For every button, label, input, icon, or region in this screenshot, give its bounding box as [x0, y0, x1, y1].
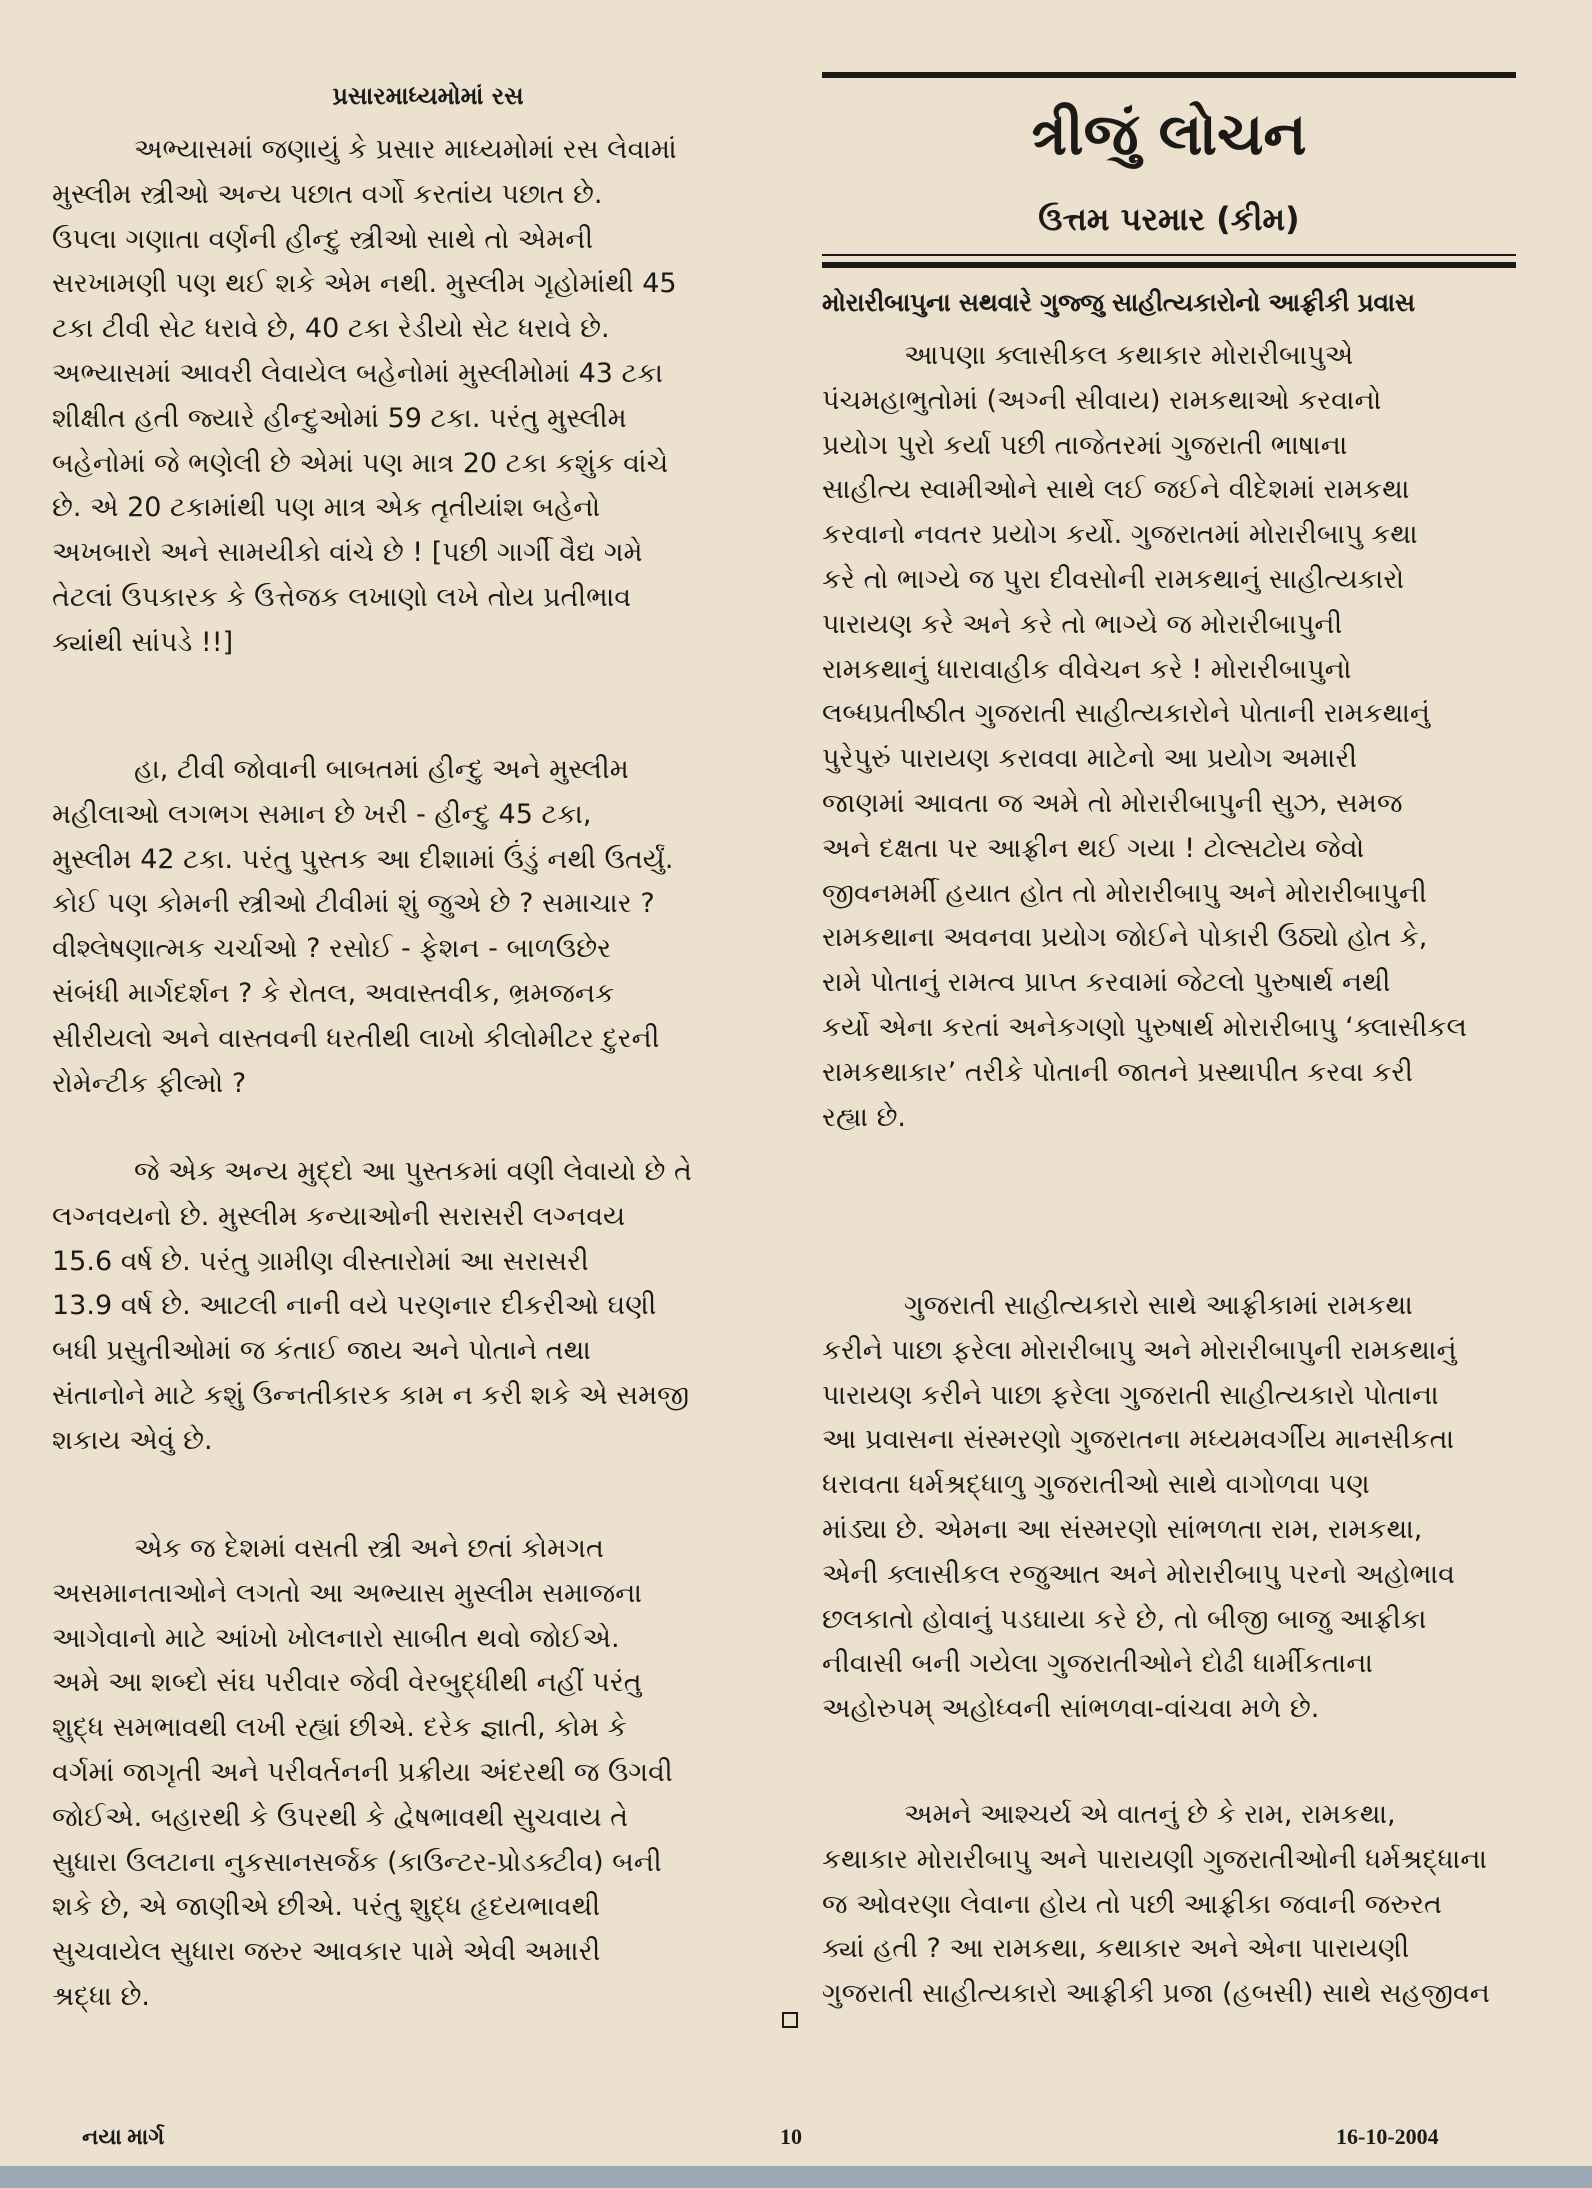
end-of-article-icon — [782, 2012, 798, 2028]
issue-date: 16-10-2004 — [1336, 2124, 1439, 2149]
article-title: મોરારીબાપુના સથવારે ગુજ્જુ સાહીત્યકારોનો આફ્રીકી પ્રવાસ — [822, 288, 1415, 317]
right-paragraph-1: આપણા ક્લાસીકલ કથાકાર મોરારીબાપુએ પંચમહાભુતોમાં (અગ્ની સીવાય) રામકથાઓ કરવાનો પ્રયોગ પુરો કર્યા પછી તાજેતરમાં ગુજરાતી ભાષાના સાહીત્ય સ્વામીઓને સાથે લઈ જઈને વીદેશમાં રામકથા કરવાનો નવતર પ્રયોગ કર્યો. ગુજરાતમાં મોરારીબાપુ કથા કરે તો ભાગ્યે જ પુરા દીવસોની રામકથાનું સાહીત્યકારો પારાયણ કરે અને કરે તો ભાગ્યે જ મોરારીબાપુની રામકથાનું ધારાવાહીક વીવેચન કરે ! મોરારીબાપુનો લબ્ધપ્રતીષ્ઠીત ગુજરાતી સાહીત્યકારોને પોતાની રામકથાનું પુરેપુરું પારાયણ કરાવવા માટેનો આ પ્રયોગ અમારી જાણમાં આવતા જ અમે તો મોરારીબાપુની સુઝ, સમજ અને દક્ષતા પર આફ્રીન થઈ ગયા ! ટોલ્સટોય જેવો જીવનમર્મી હયાત હોત તો મોરારીબાપુ અને મોરારીબાપુની રામકથાના અવનવા પ્રયોગ જોઈને પોકારી ઉઠ્યો હોત કે, રામે પોતાનું રામત્વ પ્રાપ્ત કરવામાં જેટલો પુરુષાર્થ નથી કર્યો એના કરતાં અનેકગણો પુરુષાર્થ મોરારીબાપુ ‘ક્લાસીકલ રામકથાકાર’ તરીકે પોતાની જાતને પ્રસ્થાપીત કરવા કરી રહ્યા છે. — [822, 340, 1467, 1133]
right-paragraph-2: ગુજરાતી સાહીત્યકારો સાથે આફ્રીકામાં રામકથા કરીને પાછા ફરેલા મોરારીબાપુ અને મોરારીબાપુની રામકથાનું પારાયણ કરીને પાછા ફરેલા ગુજરાતી સાહીત્યકારો પોતાના આ પ્રવાસના સંસ્મરણો ગુજરાતના મધ્યમવર્ગીય માનસીકતા ધરાવતા ધર્મશ્રદ્ધાળુ ગુજરાતીઓ સાથે વાગોળવા પણ માંડ્યા છે. એમના આ સંસ્મરણો સાંભળતા રામ, રામકથા, એની ક્લાસીકલ રજુઆત અને મોરારીબાપુ પરનો અહોભાવ છલકાતો હોવાનું પડઘાયા કરે છે, તો બીજી બાજુ આફ્રીકા નીવાસી બની ગયેલા ગુજરાતીઓને દોઢી ધાર્મીકતાના અહોરુપમ્ અહોધ્વની સાંભળવા-વાંચવા મળે છે. — [822, 1290, 1457, 1725]
left-paragraph-3: જે એક અન્ય મુદ્દો આ પુસ્તકમાં વણી લેવાયો છે તે લગ્નવયનો છે. મુસ્લીમ કન્યાઓની સરાસરી લગ્નવય 15.6 વર્ષ છે. પરંતુ ગ્રામીણ વીસ્તારોમાં આ સરાસરી 13.9 વર્ષ છે. આટલી નાની વયે પરણનાર દીકરીઓ ઘણી બધી પ્રસુતીઓમાં જ કંતાઈ જાય અને પોતાને તથા સંતાનોને માટે કશું ઉન્નતીકારક કામ ન કરી શકે એ સમજી શકાય એવું છે. — [52, 1156, 692, 1456]
section-heading: પ્રસારમાધ્યમોમાં રસ — [332, 82, 524, 110]
publication-name: નયા માર્ગ — [82, 2124, 165, 2149]
thick-rule — [822, 262, 1516, 268]
right-paragraph-3: અમને આશ્ચર્ય એ વાતનું છે કે રામ, રામકથા, કથાકાર મોરારીબાપુ અને પારાયણી ગુજરાતીઓની ધર્મશ્રદ્ધાના જ ઓવરણા લેવાના હોય તો પછી આફ્રીકા જવાની જરુરત ક્યાં હતી ? આ રામકથા, કથાકાર અને એના પારાયણી ગુજરાતી સાહીત્યકારો આફ્રીકી પ્રજા (હબસી) સાથે સહજીવન — [822, 1799, 1490, 2010]
top-rule — [822, 72, 1516, 78]
left-paragraph-2: હા, ટીવી જોવાની બાબતમાં હીન્દુ અને મુસ્લીમ મહીલાઓ લગભગ સમાન છે ખરી - હીન્દુ 45 ટકા, મુસ્લીમ 42 ટકા. પરંતુ પુસ્તક આ દીશામાં ઉંડું નથી ઉતર્યું. કોઈ પણ કોમની સ્ત્રીઓ ટીવીમાં શું જુએ છે ? સમાચાર ? વીશ્લેષણાત્મક ચર્ચાઓ ? રસોઈ - ફેશન - બાળઉછેર સંબંધી માર્ગદર્શન ? કે રોતલ, અવાસ્તવીક, ભ્રમજનક સીરીયલો અને વાસ્તવની ધરતીથી લાખો કીલોમીટર દુરની રોમેન્ટીક ફીલ્મો ? — [52, 754, 674, 1099]
column-title: ત્રીજું લોચન — [1031, 100, 1307, 168]
scan-edge — [0, 2166, 1592, 2188]
left-paragraph-4: એક જ દેશમાં વસતી સ્ત્રી અને છતાં કોમગત અસમાનતાઓને લગતો આ અભ્યાસ મુસ્લીમ સમાજના આગેવાનો માટે આંખો ખોલનારો સાબીત થવો જોઈએ. અમે આ શબ્દો સંઘ પરીવાર જેવી વેરબુદ્ધીથી નહીં પરંતુ શુદ્ધ સમભાવથી લખી રહ્યાં છીએ. દરેક જ્ઞાતી, કોમ કે વર્ગમાં જાગૃતી અને પરીવર્તનની પ્રક્રીયા અંદરથી જ ઉગવી જોઈએ. બહારથી કે ઉપરથી કે દ્વેષભાવથી સુચવાય તે સુધારા ઉલટાના નુકસાનસર્જક (કાઉન્ટર-પ્રોડક્ટીવ) બની શકે છે, એ જાણીએ છીએ. પરંતુ શુદ્ધ હૃદયભાવથી સુચવાયેલ સુધારા જરુર આવકાર પામે એવી અમારી શ્રદ્ધા છે. — [52, 1533, 673, 2012]
author-byline: ઉત્તમ પરમાર (કીમ) — [1038, 200, 1300, 238]
left-paragraph-1: અભ્યાસમાં જણાયું કે પ્રસાર માધ્યમોમાં રસ લેવામાં મુસ્લીમ સ્ત્રીઓ અન્ય પછાત વર્ગો કરતાંય પછાત છે. ઉપલા ગણાતા વર્ણની હીન્દુ સ્ત્રીઓ સાથે તો એમની સરખામણી પણ થઈ શકે એમ નથી. મુસ્લીમ ગૃહોમાંથી 45 ટકા ટીવી સેટ ધરાવે છે, 40 ટકા રેડીયો સેટ ધરાવે છે. અભ્યાસમાં આવરી લેવાયેલ બહેનોમાં મુસ્લીમોમાં 43 ટકા શીક્ષીત હતી જ્યારે હીન્દુઓમાં 59 ટકા. પરંતુ મુસ્લીમ બહેનોમાં જે ભણેલી છે એમાં પણ માત્ર 20 ટકા કશુંક વાંચે છે. એ 20 ટકામાંથી પણ માત્ર એક તૃતીયાંશ બહેનો અખબારો અને સામયીકો વાંચે છે ! [પછી ગાર્ગી વૈદ્ય ગમે તેટલાં ઉપકારક કે ઉત્તેજક લખાણો લખે તોય પ્રતીભાવ ક્યાંથી સાંપડે !!] — [52, 134, 677, 658]
thin-rule — [822, 254, 1516, 256]
page-number: 10 — [780, 2124, 802, 2149]
